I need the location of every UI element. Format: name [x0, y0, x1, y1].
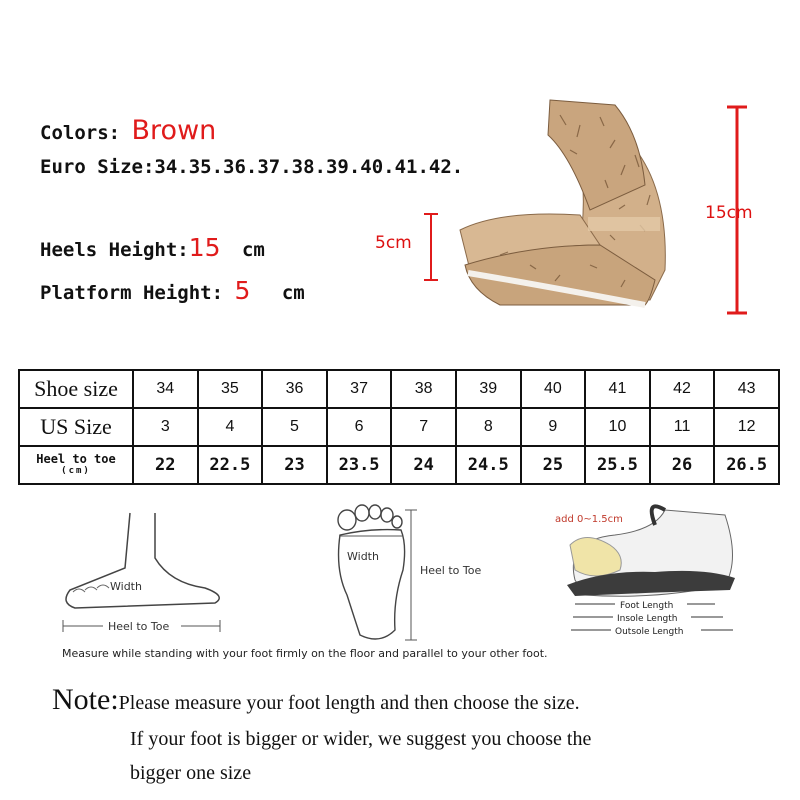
table-cell: 11 [650, 408, 715, 446]
heel-to-toe-label: Heel to Toe [108, 620, 170, 633]
row-header-us-size: US Size [19, 408, 133, 446]
table-cell: 3 [133, 408, 198, 446]
note-text-1: Please measure your foot length and then choose the size. [118, 692, 580, 714]
product-image [440, 95, 690, 310]
table-row-heel-to-toe [19, 446, 779, 484]
table-cell: 41 [585, 370, 650, 408]
table-cell: 26 [650, 446, 715, 484]
note-line-2: If your foot is bigger or wider, we suggest you choose the [130, 728, 592, 750]
table-cell: 23.5 [327, 446, 392, 484]
table-cell: 36 [262, 370, 327, 408]
table-row-us-size [19, 408, 779, 446]
table-cell: 35 [198, 370, 263, 408]
foot-length-label: Foot Length [620, 601, 674, 611]
table-cell: 8 [456, 408, 521, 446]
table-cell: 7 [391, 408, 456, 446]
table-cell: 37 [327, 370, 392, 408]
heels-height-label: Heels Height: [40, 239, 189, 261]
table-cell: 9 [521, 408, 586, 446]
foot-side-diagram [55, 508, 235, 638]
size-chart-table [18, 369, 780, 485]
table-row-shoe-size [19, 370, 779, 408]
heels-height-value: 15 [188, 233, 221, 262]
heels-height-unit: cm [241, 239, 265, 261]
width-label: Width [110, 580, 142, 593]
table-cell: 5 [262, 408, 327, 446]
platform-dimension-label: 5cm [375, 233, 412, 253]
euro-size-row [40, 156, 463, 178]
platform-height-unit: cm [281, 282, 305, 304]
table-cell: 25.5 [585, 446, 650, 484]
euro-size-label: Euro Size: [40, 156, 155, 178]
table-cell: 24 [391, 446, 456, 484]
euro-size-value: 34.35.36.37.38.39.40.41.42. [154, 156, 464, 178]
note-label: Note: [52, 683, 119, 716]
platform-height-label: Platform Height: [40, 282, 224, 304]
table-cell: 22.5 [198, 446, 263, 484]
table-cell: 10 [585, 408, 650, 446]
add-allowance-label: add 0~1.5cm [555, 514, 623, 525]
table-cell: 26.5 [714, 446, 779, 484]
colors-label: Colors: [40, 122, 121, 144]
note-line-3: bigger one size [130, 762, 252, 784]
row-header-heel-to-toe [19, 446, 133, 484]
table-cell: 12 [714, 408, 779, 446]
table-cell: 40 [521, 370, 586, 408]
platform-dimension-marker [420, 210, 444, 285]
foot-in-shoe-diagram [545, 500, 745, 645]
table-cell: 42 [650, 370, 715, 408]
table-cell: 25 [521, 446, 586, 484]
row-header-shoe-size: Shoe size [19, 370, 133, 408]
colors-row [40, 115, 216, 146]
table-cell: 22 [133, 446, 198, 484]
row-header-heel-to-toe-unit: (cm) [61, 466, 91, 476]
table-cell: 4 [198, 408, 263, 446]
outsole-length-label: Outsole Length [615, 627, 684, 637]
width-label-2: Width [347, 550, 379, 563]
footprint-diagram [325, 500, 505, 645]
heel-to-toe-label-2: Heel to Toe [420, 564, 482, 577]
heel-dimension-label: 15cm [705, 203, 753, 223]
table-cell: 39 [456, 370, 521, 408]
table-cell: 6 [327, 408, 392, 446]
colors-value: Brown [131, 115, 217, 146]
heels-height-row [40, 233, 265, 262]
table-cell: 23 [262, 446, 327, 484]
measure-instruction: Measure while standing with your foot firmly on the floor and parallel to your other foot. [62, 647, 548, 660]
platform-height-row [40, 276, 305, 305]
table-cell: 43 [714, 370, 779, 408]
row-header-heel-to-toe-label: Heel to toe [36, 452, 116, 466]
insole-length-label: Insole Length [617, 614, 678, 624]
platform-height-value: 5 [234, 276, 251, 305]
note-line-1 [52, 683, 580, 717]
table-cell: 38 [391, 370, 456, 408]
table-cell: 34 [133, 370, 198, 408]
table-cell: 24.5 [456, 446, 521, 484]
